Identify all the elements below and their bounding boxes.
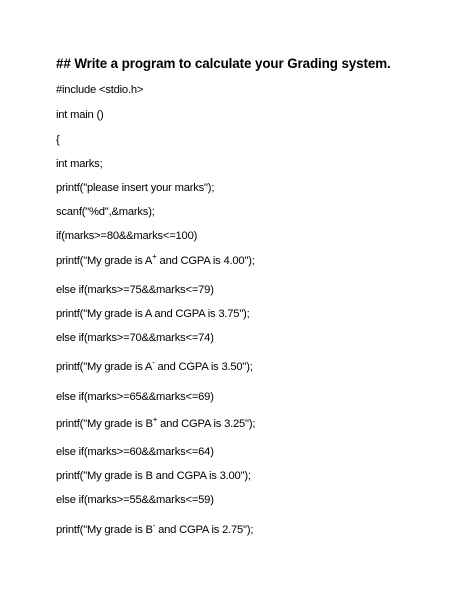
code-line-elseif-55: else if(marks>=55&&marks<=59): [56, 494, 214, 506]
code-line-scanf: scanf("%d",&marks);: [56, 206, 155, 218]
code-line-print-a-minus: [56, 358, 253, 373]
code-line-prompt: printf("please insert your marks");: [56, 182, 215, 194]
code-line-elseif-70: else if(marks>=70&&marks<=74): [56, 332, 214, 344]
code-line-if-80: if(marks>=80&&marks<=100): [56, 230, 198, 242]
document-heading: ## Write a program to calculate your Grading system.: [56, 56, 391, 71]
code-line-main: int main (): [56, 109, 104, 121]
code-line-open-brace: {: [56, 134, 60, 146]
code-line-elseif-65: else if(marks>=65&&marks<=69): [56, 391, 214, 403]
code-line-declare: int marks;: [56, 158, 103, 170]
code-line-print-b-plus: [56, 415, 256, 430]
code-text: and CGPA is 2.75");: [155, 524, 254, 536]
code-line-print-a: printf("My grade is A and CGPA is 3.75");: [56, 308, 250, 320]
code-text: printf("My grade is A: [56, 255, 153, 267]
code-line-elseif-75: else if(marks>=75&&marks<=79): [56, 284, 214, 296]
code-text: and CGPA is 4.00");: [156, 255, 255, 267]
grade-superscript: +: [152, 415, 158, 424]
code-line-print-b-minus: [56, 521, 254, 536]
code-line-print-b: printf("My grade is B and CGPA is 3.00");: [56, 470, 251, 482]
code-text: and CGPA is 3.25");: [157, 418, 256, 430]
code-text: printf("My grade is A: [56, 361, 153, 373]
grade-superscript: -: [152, 358, 155, 367]
code-text: and CGPA is 3.50");: [154, 361, 253, 373]
grade-superscript: +: [152, 252, 157, 261]
grade-superscript: -: [152, 521, 156, 530]
code-text: printf("My grade is B: [56, 524, 153, 536]
code-text: printf("My grade is B: [56, 418, 153, 430]
code-line-print-a-plus: [56, 252, 255, 267]
code-line-include: #include <stdio.h>: [56, 84, 144, 96]
code-line-elseif-60: else if(marks>=60&&marks<=64): [56, 446, 214, 458]
